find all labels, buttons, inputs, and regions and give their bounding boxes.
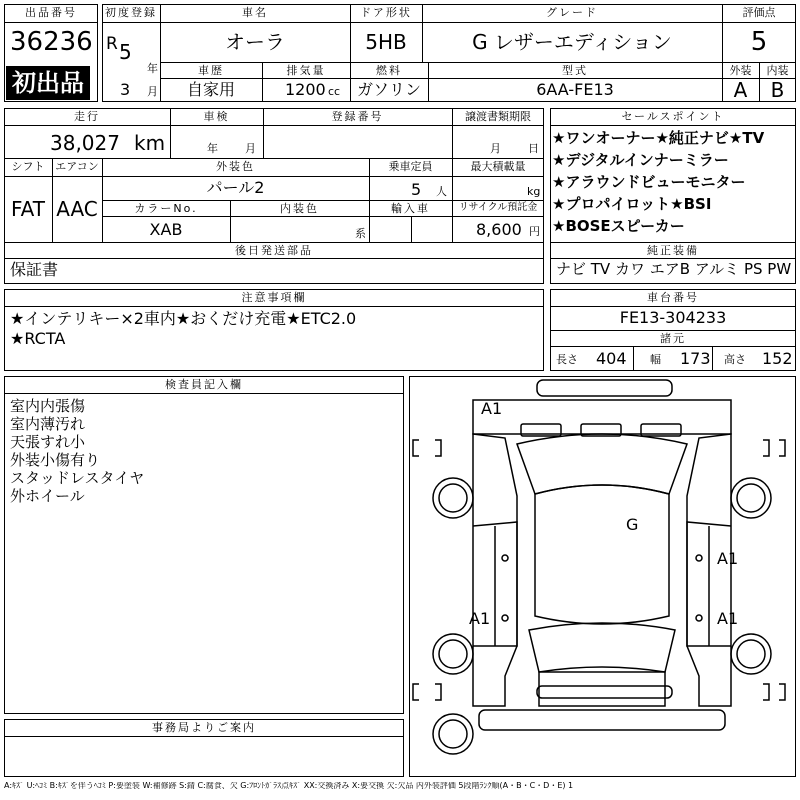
sales-point-item: ★ワンオーナー★純正ナビ★TV: [552, 129, 765, 147]
first-reg-year: 5: [119, 40, 132, 64]
fuel-label: 燃料: [376, 64, 402, 77]
recycle-label: リサイクル預託金: [458, 202, 538, 213]
displacement-label: 排気量: [286, 64, 326, 77]
model-label: 型式: [562, 64, 588, 77]
first-reg-year-unit: 年: [147, 62, 158, 75]
inspector-line: 外装小傷有り: [10, 451, 101, 469]
fuel: ガソリン: [356, 80, 421, 99]
ext-color-label: 外装色: [216, 160, 255, 173]
aircon-label: エアコン: [55, 160, 99, 173]
int-score: B: [770, 78, 785, 102]
office-label: 事務局よりご案内: [152, 721, 256, 734]
inspector-label: 検査員記入欄: [165, 378, 243, 391]
recycle-unit: 円: [529, 225, 540, 238]
sales-point-item: ★アラウンドビューモニター: [552, 173, 746, 191]
ext-score: A: [733, 78, 748, 102]
inspector-line: 天張すれ小: [10, 433, 86, 451]
ext-score-label: 外装: [729, 64, 752, 77]
damage-mark: A1: [717, 609, 739, 628]
first-reg-month: 3: [120, 80, 131, 99]
damage-mark: A1: [469, 609, 491, 628]
notes-label: 注意事項欄: [241, 291, 307, 304]
int-color-unit: 系: [355, 227, 366, 240]
displacement-unit: cc: [328, 85, 341, 98]
length: 404: [596, 349, 627, 368]
color-no-label: カラーNo.: [134, 202, 198, 215]
max-load-label: 最大積載量: [470, 160, 526, 173]
car-name: オーラ: [225, 30, 285, 54]
capacity-unit: 人: [436, 185, 447, 198]
reg-no-label: 登録番号: [331, 110, 384, 123]
chassis-label: 車台番号: [647, 291, 699, 304]
length-label: 長さ: [556, 353, 578, 366]
inspector-line: 外ホイール: [10, 487, 85, 505]
damage-mark: A1: [717, 549, 739, 568]
notes-line: ★インテリキー×2車内★おくだけ充電★ETC2.0: [10, 309, 357, 328]
inspection-month-unit: 月: [245, 142, 256, 155]
width-label: 幅: [650, 353, 661, 366]
damage-mark: G: [626, 515, 639, 534]
door-type: 5HB: [365, 30, 407, 54]
capacity-label: 乗車定員: [388, 160, 433, 173]
inspector-line: 室内薄汚れ: [10, 415, 86, 433]
legend: A:ｷｽﾞ U:ﾍｺﾐ B:ｷｽﾞを伴うﾍｺﾐ P:要塗装 W:補修跡 S:錆 C:腐食、欠 G:ﾌﾛﾝﾄｶﾞﾗｽ点ｷｽﾞ XX:交換済み X:要交換 欠:欠品 内外装評価 5段階ﾗﾝｸ順(A・B・C・D・E) 1: [4, 782, 574, 790]
dimensions-label: 諸元: [660, 332, 686, 345]
lot-label: 出品番号: [25, 6, 77, 19]
inspection-year-unit: 年: [207, 142, 218, 155]
color-no: XAB: [149, 220, 183, 239]
displacement: 1200: [285, 80, 326, 99]
inspector-notes: [10, 397, 144, 505]
transfer-day-unit: 日: [528, 142, 539, 155]
mileage-label: 走行: [74, 110, 100, 123]
damage-mark: A1: [481, 399, 503, 418]
chassis-number: FE13-304233: [619, 308, 727, 327]
history: 自家用: [186, 80, 235, 99]
first-reg-label: 初度登録: [105, 6, 157, 19]
inspection-label: 車検: [203, 110, 230, 123]
grade-label: グレード: [546, 6, 598, 19]
capacity: 5: [411, 180, 422, 199]
notes-line: ★RCTA: [10, 329, 66, 348]
model: 6AA-FE13: [536, 80, 614, 99]
shift-label: シフト: [11, 160, 45, 173]
grade: G レザーエディション: [472, 30, 672, 54]
later-parts-label: 後日発送部品: [235, 244, 313, 257]
ext-color: パール2: [206, 178, 265, 197]
inspector-line: スタッドレスタイヤ: [10, 469, 145, 487]
width: 173: [680, 349, 711, 368]
inspector-line: 室内内張傷: [10, 397, 86, 415]
sales-points-label: セールスポイント: [621, 110, 725, 123]
mileage: 38,027: [50, 131, 120, 155]
later-parts: 保証書: [10, 260, 59, 279]
mileage-unit: km: [134, 131, 166, 155]
max-load-unit: kg: [527, 185, 541, 198]
transfer-label: 譲渡書類期限: [465, 110, 531, 123]
aircon: AAC: [56, 197, 98, 221]
first-reg-era: R: [106, 34, 118, 54]
first-reg-month-unit: 月: [147, 85, 158, 98]
equipment-label: 純正装備: [647, 244, 699, 257]
shift: FAT: [10, 197, 45, 221]
lot-number: 36236: [10, 27, 93, 57]
first-listing-badge: 初出品: [6, 66, 90, 100]
sales-point-item: ★プロパイロット★BSI: [552, 195, 712, 213]
import-label: 輸入車: [391, 202, 430, 215]
sales-point-item: ★デジタルインナーミラー: [552, 151, 729, 169]
int-color-label: 内装色: [280, 202, 319, 215]
car-name-label: 車名: [242, 6, 268, 19]
height-label: 高さ: [724, 353, 746, 366]
score-label: 評価点: [742, 6, 776, 19]
history-label: 車歴: [198, 64, 224, 77]
sales-point-item: ★BOSEスピーカー: [552, 217, 685, 235]
car-damage-diagram: [409, 376, 796, 777]
int-score-label: 内装: [766, 64, 789, 77]
equipment: ナビ TV カワ エアB アルミ PS PW: [556, 260, 792, 278]
score: 5: [750, 27, 768, 57]
recycle: 8,600: [476, 220, 522, 239]
transfer-month-unit: 月: [490, 142, 501, 155]
height: 152: [762, 349, 793, 368]
door-label: ドア形状: [360, 6, 412, 19]
